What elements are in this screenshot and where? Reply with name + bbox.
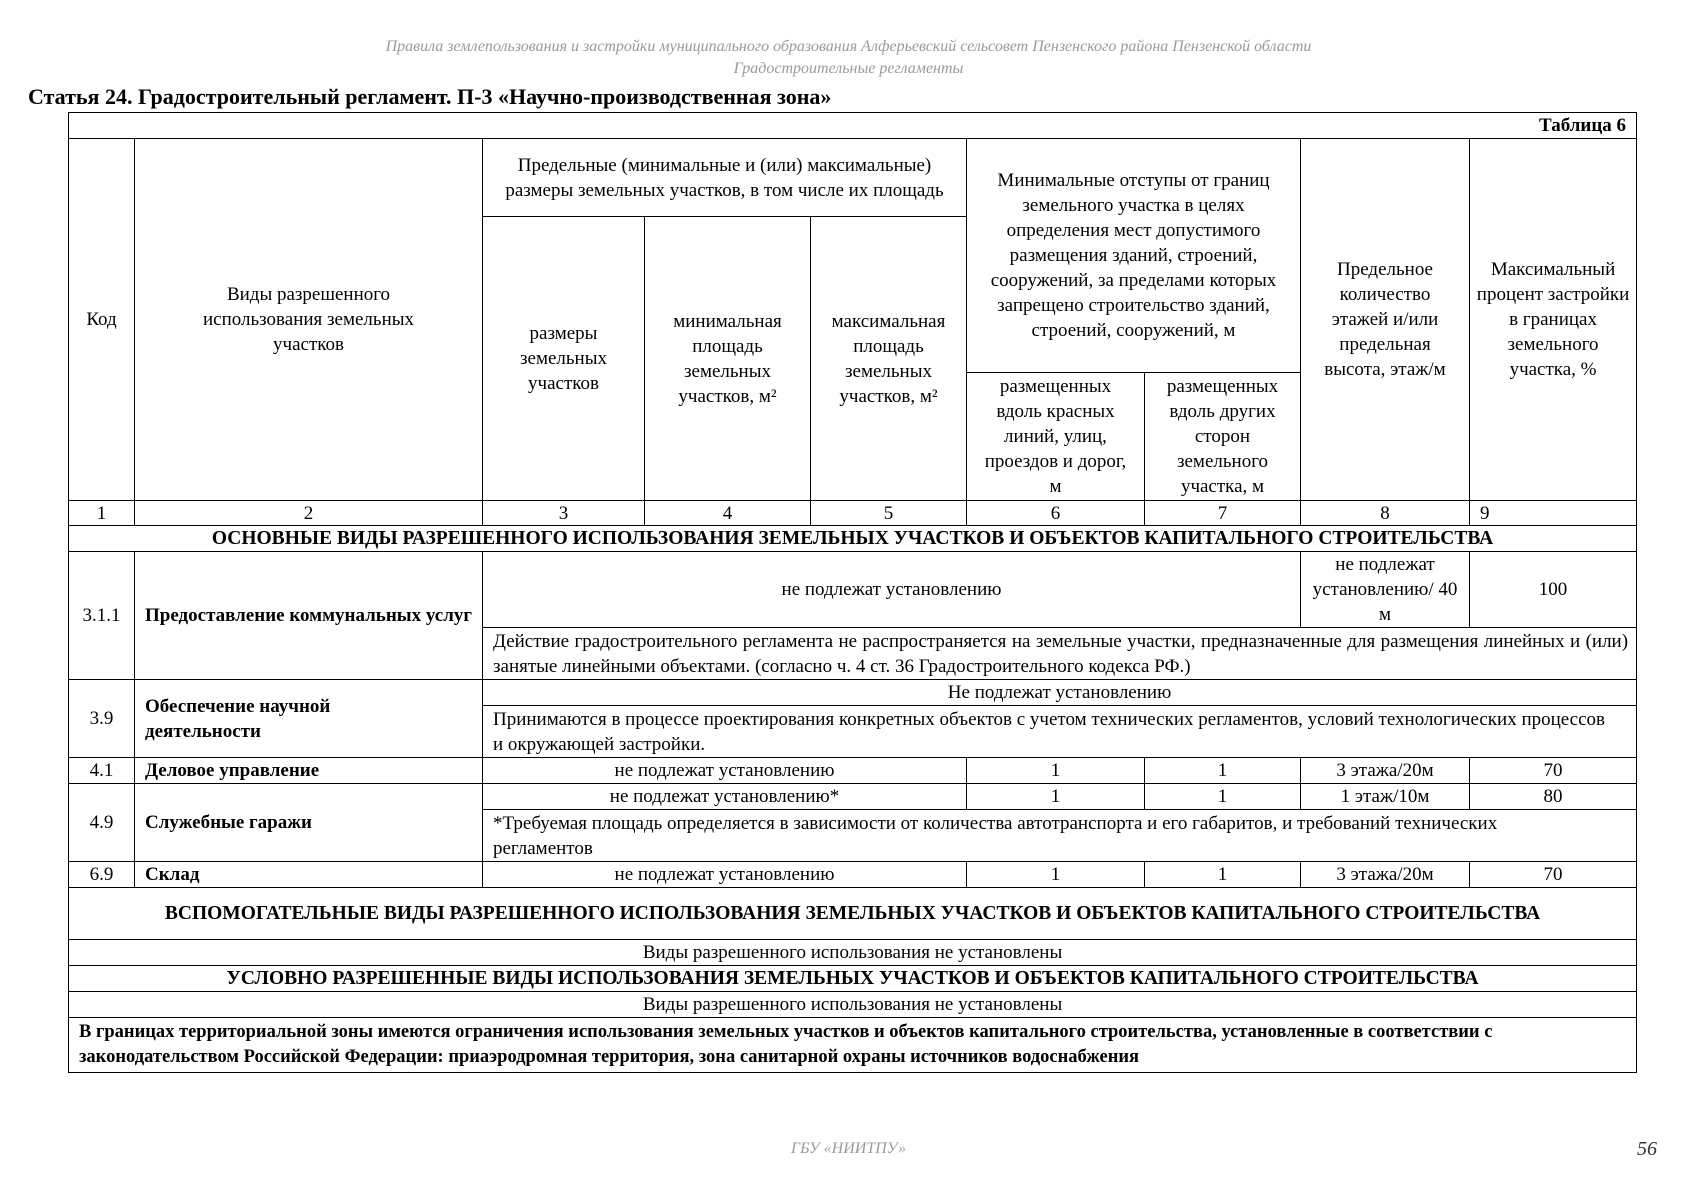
- row-setback-other: 1: [1145, 784, 1301, 810]
- row-code: 6.9: [69, 862, 135, 888]
- row-code: 4.1: [69, 758, 135, 784]
- row-coverage: 100: [1470, 552, 1637, 628]
- header-setbacks-group: Минимальные отступы от границ земельного участка в целях определения мест допустимого размещения зданий, строений, сооружений, за пределами которых запрещено строительство зданий, строений, сооружений, м: [967, 139, 1301, 373]
- row-note: Принимаются в процессе проектирования конкретных объектов с учетом технических регламентов, условий технологических процессов и окружающей застройки.: [483, 706, 1637, 758]
- row-coverage: 70: [1470, 862, 1637, 888]
- table-row: [69, 758, 1637, 784]
- regulation-table: [68, 112, 1637, 1073]
- section-auxiliary-uses: ВСПОМОГАТЕЛЬНЫЕ ВИДЫ РАЗРЕШЕННОГО ИСПОЛЬЗОВАНИЯ ЗЕМЕЛЬНЫХ УЧАСТКОВ И ОБЪЕКТОВ КАПИТАЛЬНОГО СТРОИТЕЛЬСТВА: [69, 888, 1637, 940]
- header-max-area: максимальная площадь земельных участков, м²: [811, 217, 967, 501]
- row-coverage: 70: [1470, 758, 1637, 784]
- row-code: 3.1.1: [69, 552, 135, 680]
- footer-organization: ГБУ «НИИТПУ»: [791, 1140, 906, 1157]
- row-coverage: 80: [1470, 784, 1637, 810]
- column-number: 6: [967, 501, 1145, 526]
- table-row: [69, 784, 1637, 810]
- running-header: [0, 36, 1697, 80]
- section-main-uses: ОСНОВНЫЕ ВИДЫ РАЗРЕШЕННОГО ИСПОЛЬЗОВАНИЯ ЗЕМЕЛЬНЫХ УЧАСТКОВ И ОБЪЕКТОВ КАПИТАЛЬНОГО СТРОИТЕЛЬСТВА: [69, 526, 1637, 552]
- row-floors: 3 этажа/20м: [1301, 862, 1470, 888]
- row-limits: не подлежат установлению: [483, 758, 967, 784]
- column-number: 2: [135, 501, 483, 526]
- column-number: 3: [483, 501, 645, 526]
- row-use-name: Склад: [135, 862, 483, 888]
- row-setback-other: 1: [1145, 862, 1301, 888]
- row-setback-other: 1: [1145, 758, 1301, 784]
- row-note: *Требуемая площадь определяется в зависимости от количества автотранспорта и его габаритов, и требований технических регламентов: [483, 810, 1637, 862]
- conditional-uses-text: Виды разрешенного использования не установлены: [69, 992, 1637, 1018]
- header-limits-group: Предельные (минимальные и (или) максимальные) размеры земельных участков, в том числе их площадь: [483, 139, 967, 217]
- row-setback-red: 1: [967, 758, 1145, 784]
- running-header-line-2: Градостроительные регламенты: [733, 60, 964, 77]
- row-floors: не подлежат установлению/ 40 м: [1301, 552, 1470, 628]
- column-number: 4: [645, 501, 811, 526]
- column-number: 9: [1470, 501, 1637, 526]
- row-limits: не подлежат установлению: [483, 552, 1301, 628]
- row-floors: 1 этаж/10м: [1301, 784, 1470, 810]
- row-use-name: Служебные гаражи: [135, 784, 483, 862]
- row-use-name: Деловое управление: [135, 758, 483, 784]
- table-row: [69, 552, 1637, 628]
- header-use-types: Виды разрешенного использования земельных участков: [135, 139, 483, 501]
- page-number: 56: [1637, 1138, 1657, 1160]
- row-use-name: Обеспечение научной деятельности: [135, 680, 483, 758]
- row-limits: не подлежат установлению*: [483, 784, 967, 810]
- row-code: 3.9: [69, 680, 135, 758]
- row-setback-red: 1: [967, 784, 1145, 810]
- row-limits: не подлежат установлению: [483, 862, 967, 888]
- zone-restrictions: В границах территориальной зоны имеются ограничения использования земельных участков и объектов капитального строительства, установленные в соответствии с законодательством Российской Федерации: приаэродромная территория, зона санитарной охраны источников водоснабжения: [69, 1018, 1637, 1073]
- auxiliary-uses-text: Виды разрешенного использования не установлены: [69, 940, 1637, 966]
- column-numbers-row: [69, 501, 1637, 526]
- row-floors: 3 этажа/20м: [1301, 758, 1470, 784]
- row-setback-red: 1: [967, 862, 1145, 888]
- header-max-coverage: Максимальный процент застройки в границах земельного участка, %: [1470, 139, 1637, 501]
- header-setback-red-lines: размещенных вдоль красных линий, улиц, проездов и дорог, м: [967, 373, 1145, 501]
- header-setback-other: размещенных вдоль других сторон земельного участка, м: [1145, 373, 1301, 501]
- column-number: 8: [1301, 501, 1470, 526]
- row-note: Действие градостроительного регламента не распространяется на земельные участки, предназначенные для размещения линейных и (или) занятые линейными объектами. (согласно ч. 4 ст. 36 Градостроительного кодекса РФ.): [483, 628, 1637, 680]
- header-code: Код: [69, 139, 135, 501]
- column-number: 1: [69, 501, 135, 526]
- table-row: [69, 680, 1637, 706]
- column-number: 5: [811, 501, 967, 526]
- column-number: 7: [1145, 501, 1301, 526]
- article-title: Статья 24. Градостроительный регламент. П-3 «Научно-производственная зона»: [28, 84, 832, 109]
- row-code: 4.9: [69, 784, 135, 862]
- row-limits: Не подлежат установлению: [483, 680, 1637, 706]
- header-min-area: минимальная площадь земельных участков, м²: [645, 217, 811, 501]
- running-header-line-1: Правила землепользования и застройки муниципального образования Алферьевский сельсовет Пензенского района Пензенской области: [385, 38, 1312, 55]
- header-floors: Предельное количество этажей и/или предельная высота, этаж/м: [1301, 139, 1470, 501]
- table-caption: Таблица 6: [69, 113, 1637, 139]
- section-conditional-uses: УСЛОВНО РАЗРЕШЕННЫЕ ВИДЫ ИСПОЛЬЗОВАНИЯ ЗЕМЕЛЬНЫХ УЧАСТКОВ И ОБЪЕКТОВ КАПИТАЛЬНОГО СТРОИТЕЛЬСТВА: [69, 966, 1637, 992]
- row-use-name: Предоставление коммунальных услуг: [135, 552, 483, 680]
- table-row: [69, 862, 1637, 888]
- header-plot-sizes: размеры земельных участков: [483, 217, 645, 501]
